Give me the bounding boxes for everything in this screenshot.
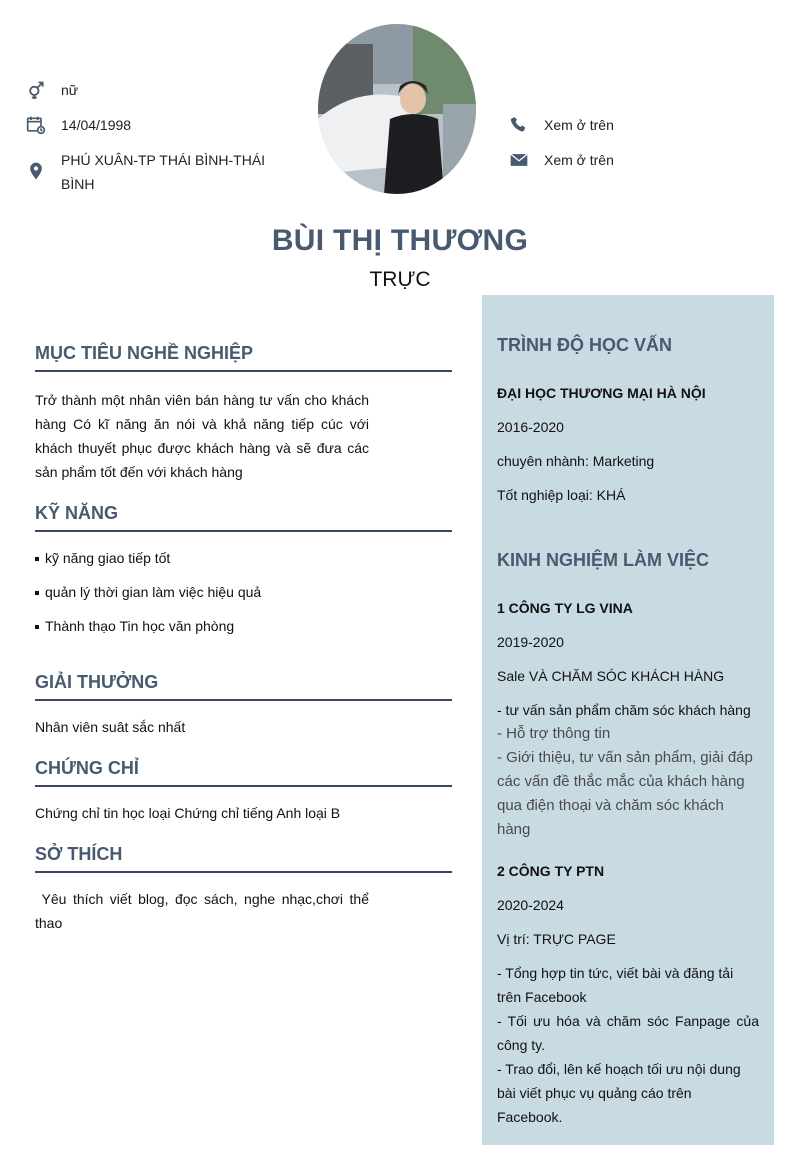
job-position: Vị trí: TRỰC PAGE [497,931,616,947]
phone-icon [508,114,530,136]
bullet-icon [35,557,39,561]
location-pin-icon [25,160,47,182]
career-objective-heading: MỤC TIÊU NGHỀ NGHIỆP [35,343,452,372]
job-years: 2019-2020 [497,634,564,650]
education-years: 2016-2020 [497,419,564,435]
career-objective-text: Trở thành một nhân viên bán hàng tư vấn cho khách hàng Có kĩ năng ăn nói và khả năng tiếp cúc với khách thuyết phục được khách hàng và sẽ đưa các sản phẩm tốt đến với khách hàng [35,392,369,480]
job-duties [497,961,759,1129]
job-duty: - Trao đổi, lên kế hoạch tối ưu nội dung bài viết phục vụ quảng cáo trên Facebook. [497,1061,741,1125]
education-major: chuyên nhành: Marketing [497,453,655,469]
email-text: Xem ở trên [544,152,614,168]
job-position: Sale VÀ CHĂM SÓC KHÁCH HÀNG [497,668,725,684]
skill-item: kỹ năng giao tiếp tốt [35,546,170,570]
envelope-icon [508,149,530,171]
gender-icon [25,79,47,101]
certificates-text: Chứng chỉ tin học loại Chứng chỉ tiếng Anh loại B [35,805,341,821]
job-duty: - Giới thiệu, tư vấn sản phẩm, giải đáp các vấn đề thắc mắc của khách hàng qua điện thoại và chăm sóc khách hàng [497,749,753,838]
bullet-icon [35,591,39,595]
job-duty: - tư vấn sản phẩm chăm sóc khách hàng [497,702,751,718]
awards-heading: GIẢI THƯỞNG [35,672,452,701]
bullet-icon [35,625,39,629]
profile-photo [318,24,476,194]
experience-heading: KINH NGHIỆM LÀM VIỆC [497,550,710,570]
education-grade: Tốt nghiệp loại: KHÁ [497,487,626,503]
job-duty: - Tối ưu hóa và chăm sóc Fanpage của công ty. [497,1013,759,1053]
candidate-role: TRỰC [369,268,431,291]
phone-row [508,113,614,137]
gender-text: nữ [61,82,79,98]
awards-text: Nhân viên suât sắc nhất [35,719,186,735]
job-duty: - Tổng hợp tin tức, viết bài và đăng tải trên Facebook [497,965,734,1005]
job-company: 2 CÔNG TY PTN [497,863,605,879]
candidate-name: BÙI THỊ THƯƠNG [271,224,529,257]
address-text: PHÚ XUÂN-TP THÁI BÌNH-THÁI BÌNH [61,152,266,192]
skills-heading: KỸ NĂNG [35,503,452,532]
address-row [25,148,270,196]
email-row [508,148,614,172]
job-company: 1 CÔNG TY LG VINA [497,600,633,616]
hobbies-heading: SỞ THÍCH [35,844,452,873]
skill-item: Thành thạo Tin học văn phòng [35,614,234,638]
gender-row [25,78,78,102]
education-school: ĐẠI HỌC THƯƠNG MẠI HÀ NỘI [497,385,706,401]
birthdate-row [25,113,131,137]
education-heading: TRÌNH ĐỘ HỌC VẤN [497,335,672,355]
certificates-heading: CHỨNG CHỈ [35,758,452,787]
job-duties [497,698,759,842]
job-years: 2020-2024 [497,897,564,913]
skill-item: quản lý thời gian làm việc hiệu quả [35,580,261,604]
hobbies-text: Yêu thích viết blog, đọc sách, nghe nhạc,chơi thể thao [35,891,373,931]
phone-text: Xem ở trên [544,117,614,133]
job-duty: - Hỗ trợ thông tin [497,725,611,742]
birthdate-text: 14/04/1998 [61,117,132,133]
calendar-icon [25,114,47,136]
